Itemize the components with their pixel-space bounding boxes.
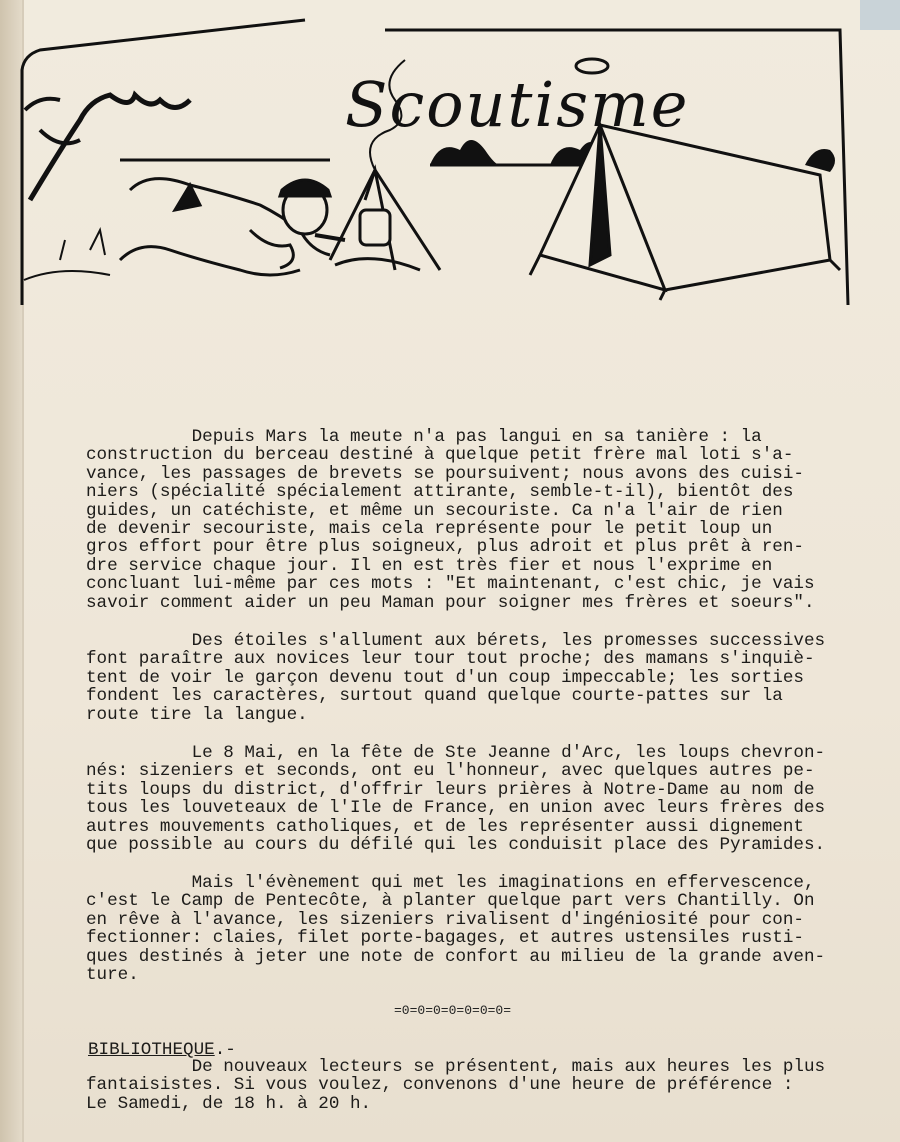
text-line: construction du berceau destiné à quelque petit frère mal loti s'a- <box>86 445 794 466</box>
text-line: c'est le Camp de Pentecôte, à planter quelque part vers Chantilly. On <box>86 891 815 912</box>
separator: =0=0=0=0=0=0=0= <box>394 1003 512 1018</box>
paragraph-camp <box>86 874 825 984</box>
text-line: Des étoiles s'allument aux bérets, les promesses successives <box>86 631 826 651</box>
text-line: savoir comment aider un peu Maman pour soigner mes frères et soeurs". <box>86 592 815 613</box>
text-line: niers (spécialité spécialement attirante, semble-t-il), bientôt des <box>86 482 794 503</box>
text-line: fantaisistes. Si vous voulez, convenons d'une heure de préférence : <box>86 1075 794 1096</box>
text-line: en rêve à l'avance, les sizeniers rivalisent d'ingéniosité pour con- <box>86 909 804 930</box>
text-line: tits loups du district, d'offrir leurs prières à Notre-Dame au nom de <box>86 779 815 800</box>
text-line: de devenir secouriste, mais cela représente pour le petit loup un <box>86 519 773 540</box>
tree-icon <box>30 95 190 200</box>
bibliotheque-heading-text: BIBLIOTHEQUE <box>88 1040 215 1060</box>
paragraph-bibliotheque <box>86 1058 825 1113</box>
text-line: tous les louveteaux de l'Ile de France, en union avec leurs frères des <box>86 798 826 819</box>
bibliotheque-heading-suffix: .- <box>214 1040 236 1060</box>
text-line: gros effort pour être plus soigneux, plus adroit et plus prêt à ren- <box>86 537 804 558</box>
text-line: Le 8 Mai, en la fête de Ste Jeanne d'Arc, les loups chevron- <box>86 743 826 763</box>
text-line: fectionner: claies, filet porte-bagages, et autres ustensiles rusti- <box>86 928 804 949</box>
text-line: ture. <box>86 965 139 986</box>
bird-icon <box>805 149 835 172</box>
text-line: tent de voir le garçon devenu tout d'un coup impeccable; les sorties <box>86 667 804 688</box>
text-line: De nouveaux lecteurs se présentent, mais aux heures les plus <box>86 1057 826 1077</box>
text-line: vance, les passages de brevets se poursuivent; nous avons des cuisi- <box>86 463 804 484</box>
text-line: nés: sizeniers et seconds, ont eu l'honneur, avec quelques autres pe- <box>86 761 815 782</box>
scout-figure <box>120 179 345 275</box>
header-title: Scoutisme <box>345 68 690 141</box>
text-line: font paraître aux novices leur tour tout proche; des mamans s'inquiè- <box>86 649 815 670</box>
paragraph-etoiles <box>86 632 825 724</box>
text-line: fondent les caractères, surtout quand quelque courte-pattes sur la <box>86 686 783 707</box>
text-line: guides, un catéchiste, et même un secouriste. Ca n'a l'air de rien <box>86 500 783 521</box>
paragraph-8-mai <box>86 744 825 854</box>
text-line: ques destinés à jeter une note de confort au milieu de la grande aven- <box>86 946 826 967</box>
tripod-and-pot <box>330 170 440 270</box>
text-line: autres mouvements catholiques, et de les représenter aussi dignement <box>86 816 804 837</box>
text-line: route tire la langue. <box>86 704 308 725</box>
header-illustration <box>0 0 900 310</box>
text-line: concluant lui-même par ces mots : "Et maintenant, c'est chic, je vais <box>86 574 815 595</box>
text-line: que possible au cours du défilé qui les conduisit place des Pyramides. <box>86 835 826 856</box>
text-line: Le Samedi, de 18 h. à 20 h. <box>86 1093 372 1114</box>
text-line: Depuis Mars la meute n'a pas langui en sa tanière : la <box>86 427 762 447</box>
text-line: dre service chaque jour. Il en est très fier et nous l'exprime en <box>86 555 773 576</box>
forest-silhouette <box>430 140 500 165</box>
text-line: Mais l'évènement qui met les imaginations en effervescence, <box>86 873 815 893</box>
paragraph-meute <box>86 428 815 612</box>
